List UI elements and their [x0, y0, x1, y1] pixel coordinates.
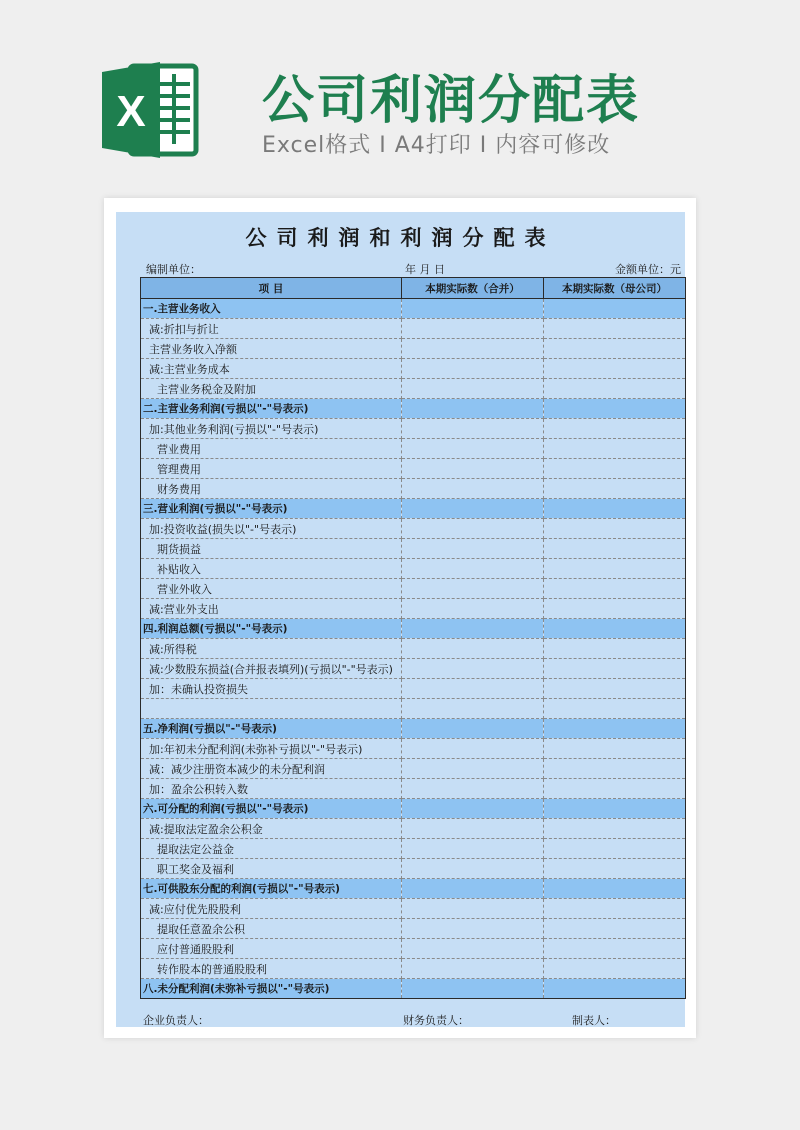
- table-row: [141, 599, 686, 619]
- consolidated-cell[interactable]: [402, 459, 544, 479]
- consolidated-cell[interactable]: [402, 619, 544, 639]
- row-label[interactable]: 减:所得税: [141, 639, 402, 659]
- row-label[interactable]: 八.未分配利润(未弥补亏损以"-"号表示): [141, 979, 402, 999]
- consolidated-cell[interactable]: [402, 839, 544, 859]
- table-row: [141, 839, 686, 859]
- parent-cell[interactable]: [544, 539, 686, 559]
- section-row: [141, 979, 686, 999]
- parent-cell[interactable]: [544, 439, 686, 459]
- row-label[interactable]: 主营业务收入净额: [141, 339, 402, 359]
- row-label[interactable]: 加:投资收益(损失以"-"号表示): [141, 519, 402, 539]
- consolidated-cell[interactable]: [402, 579, 544, 599]
- table-row: [141, 579, 686, 599]
- column-header-item: 项 目: [141, 278, 402, 299]
- consolidated-cell[interactable]: [402, 599, 544, 619]
- row-label[interactable]: 管理费用: [141, 459, 402, 479]
- row-label[interactable]: 五.净利润(亏损以"-"号表示): [141, 719, 402, 739]
- parent-cell[interactable]: [544, 559, 686, 579]
- consolidated-cell[interactable]: [402, 759, 544, 779]
- row-label[interactable]: 四.利润总额(亏损以"-"号表示): [141, 619, 402, 639]
- row-label[interactable]: 减:主营业务成本: [141, 359, 402, 379]
- section-row: [141, 799, 686, 819]
- table-row: [141, 959, 686, 979]
- table-row: [141, 639, 686, 659]
- parent-cell[interactable]: [544, 579, 686, 599]
- spreadsheet: [116, 212, 685, 1027]
- money-unit-label: 金额单位：元: [615, 263, 681, 276]
- parent-cell[interactable]: [544, 759, 686, 779]
- row-label[interactable]: 减:营业外支出: [141, 599, 402, 619]
- consolidated-cell[interactable]: [402, 419, 544, 439]
- excel-logo-icon: [102, 60, 202, 160]
- table-row: [141, 379, 686, 399]
- consolidated-cell[interactable]: [402, 359, 544, 379]
- consolidated-cell[interactable]: [402, 739, 544, 759]
- parent-cell[interactable]: [544, 419, 686, 439]
- date-label: 年 月 日: [405, 263, 445, 276]
- table-row: [141, 659, 686, 679]
- column-header-consolidated: 本期实际数（合并）: [402, 278, 544, 299]
- consolidated-cell[interactable]: [402, 679, 544, 699]
- row-label[interactable]: 主营业务税金及附加: [141, 379, 402, 399]
- sheet-title: 公司利润和利润分配表: [245, 226, 556, 250]
- parent-cell[interactable]: [544, 739, 686, 759]
- parent-cell[interactable]: [544, 859, 686, 879]
- row-label[interactable]: 提取法定公益金: [141, 839, 402, 859]
- consolidated-cell[interactable]: [402, 919, 544, 939]
- row-label[interactable]: 营业费用: [141, 439, 402, 459]
- table-row: [141, 779, 686, 799]
- parent-cell[interactable]: [544, 319, 686, 339]
- consolidated-cell[interactable]: [402, 399, 544, 419]
- row-label[interactable]: 营业外收入: [141, 579, 402, 599]
- row-label[interactable]: [141, 699, 402, 719]
- table-row: [141, 519, 686, 539]
- table-row: [141, 919, 686, 939]
- parent-cell[interactable]: [544, 819, 686, 839]
- parent-cell[interactable]: [544, 679, 686, 699]
- parent-cell[interactable]: [544, 459, 686, 479]
- parent-cell[interactable]: [544, 979, 686, 999]
- parent-cell[interactable]: [544, 639, 686, 659]
- consolidated-cell[interactable]: [402, 959, 544, 979]
- parent-cell[interactable]: [544, 499, 686, 519]
- row-label[interactable]: 职工奖金及福利: [141, 859, 402, 879]
- table-row: [141, 759, 686, 779]
- footer-head-signature: 企业负责人：: [143, 1014, 209, 1027]
- consolidated-cell[interactable]: [402, 339, 544, 359]
- page-subtitle: Excel格式 I A4打印 I 内容可修改: [262, 133, 611, 158]
- row-label[interactable]: 加：盈余公积转入数: [141, 779, 402, 799]
- parent-cell[interactable]: [544, 839, 686, 859]
- consolidated-cell[interactable]: [402, 719, 544, 739]
- consolidated-cell[interactable]: [402, 979, 544, 999]
- table-row: [141, 699, 686, 719]
- unit-label: 编制单位：: [146, 263, 201, 276]
- table-row: [141, 359, 686, 379]
- row-label[interactable]: 加:年初未分配利润(未弥补亏损以"-"号表示): [141, 739, 402, 759]
- consolidated-cell[interactable]: [402, 479, 544, 499]
- parent-cell[interactable]: [544, 399, 686, 419]
- parent-cell[interactable]: [544, 799, 686, 819]
- parent-cell[interactable]: [544, 619, 686, 639]
- consolidated-cell[interactable]: [402, 439, 544, 459]
- table-row: [141, 679, 686, 699]
- row-label[interactable]: 二.主营业务利润(亏损以"-"号表示): [141, 399, 402, 419]
- parent-cell[interactable]: [544, 599, 686, 619]
- row-label[interactable]: 提取任意盈余公积: [141, 919, 402, 939]
- table-row: [141, 439, 686, 459]
- row-label[interactable]: 转作股本的普通股股利: [141, 959, 402, 979]
- table-row: [141, 899, 686, 919]
- parent-cell[interactable]: [544, 339, 686, 359]
- consolidated-cell[interactable]: [402, 659, 544, 679]
- row-label[interactable]: 财务费用: [141, 479, 402, 499]
- consolidated-cell[interactable]: [402, 879, 544, 899]
- parent-cell[interactable]: [544, 779, 686, 799]
- parent-cell[interactable]: [544, 359, 686, 379]
- section-row: [141, 719, 686, 739]
- parent-cell[interactable]: [544, 719, 686, 739]
- section-row: [141, 619, 686, 639]
- table-row: [141, 459, 686, 479]
- table-row: [141, 339, 686, 359]
- consolidated-cell[interactable]: [402, 799, 544, 819]
- section-row: [141, 499, 686, 519]
- table-row: [141, 739, 686, 759]
- row-label[interactable]: 减:提取法定盈余公积金: [141, 819, 402, 839]
- row-label[interactable]: 补贴收入: [141, 559, 402, 579]
- table-row: [141, 319, 686, 339]
- row-label[interactable]: 加：未确认投资损失: [141, 679, 402, 699]
- parent-cell[interactable]: [544, 519, 686, 539]
- consolidated-cell[interactable]: [402, 699, 544, 719]
- table-row: [141, 939, 686, 959]
- consolidated-cell[interactable]: [402, 319, 544, 339]
- consolidated-cell[interactable]: [402, 779, 544, 799]
- row-label[interactable]: 一.主营业务收入: [141, 299, 402, 319]
- parent-cell[interactable]: [544, 379, 686, 399]
- row-label[interactable]: 期货损益: [141, 539, 402, 559]
- parent-cell[interactable]: [544, 879, 686, 899]
- consolidated-cell[interactable]: [402, 639, 544, 659]
- footer-preparer-signature: 制表人：: [572, 1014, 616, 1027]
- row-label[interactable]: 加:其他业务利润(亏损以"-"号表示): [141, 419, 402, 439]
- consolidated-cell[interactable]: [402, 499, 544, 519]
- column-header-parent: 本期实际数（母公司）: [544, 278, 686, 299]
- section-row: [141, 299, 686, 319]
- table-row: [141, 559, 686, 579]
- row-label[interactable]: 减:折扣与折让: [141, 319, 402, 339]
- parent-cell[interactable]: [544, 699, 686, 719]
- parent-cell[interactable]: [544, 899, 686, 919]
- table-row: [141, 539, 686, 559]
- parent-cell[interactable]: [544, 659, 686, 679]
- row-label[interactable]: 减:少数股东损益(合并报表填列)(亏损以"-"号表示): [141, 659, 402, 679]
- consolidated-cell[interactable]: [402, 299, 544, 319]
- consolidated-cell[interactable]: [402, 559, 544, 579]
- consolidated-cell[interactable]: [402, 939, 544, 959]
- table-header-row: [141, 278, 686, 299]
- table-row: [141, 479, 686, 499]
- section-row: [141, 399, 686, 419]
- profit-table: [140, 277, 686, 999]
- parent-cell[interactable]: [544, 959, 686, 979]
- table-row: [141, 419, 686, 439]
- logo-letter: X: [116, 87, 146, 136]
- section-row: [141, 879, 686, 899]
- parent-cell[interactable]: [544, 939, 686, 959]
- consolidated-cell[interactable]: [402, 519, 544, 539]
- consolidated-cell[interactable]: [402, 379, 544, 399]
- table-row: [141, 819, 686, 839]
- row-label[interactable]: 七.可供股东分配的利润(亏损以"-"号表示): [141, 879, 402, 899]
- table-row: [141, 859, 686, 879]
- consolidated-cell[interactable]: [402, 539, 544, 559]
- row-label[interactable]: 三.营业利润(亏损以"-"号表示): [141, 499, 402, 519]
- row-label[interactable]: 六.可分配的利润(亏损以"-"号表示): [141, 799, 402, 819]
- consolidated-cell[interactable]: [402, 899, 544, 919]
- page-title: 公司利润分配表: [262, 71, 641, 131]
- consolidated-cell[interactable]: [402, 819, 544, 839]
- footer-finance-signature: 财务负责人：: [403, 1014, 469, 1027]
- consolidated-cell[interactable]: [402, 859, 544, 879]
- parent-cell[interactable]: [544, 299, 686, 319]
- row-label[interactable]: 减:应付优先股股利: [141, 899, 402, 919]
- parent-cell[interactable]: [544, 919, 686, 939]
- row-label[interactable]: 减：减少注册资本减少的未分配利润: [141, 759, 402, 779]
- row-label[interactable]: 应付普通股股利: [141, 939, 402, 959]
- parent-cell[interactable]: [544, 479, 686, 499]
